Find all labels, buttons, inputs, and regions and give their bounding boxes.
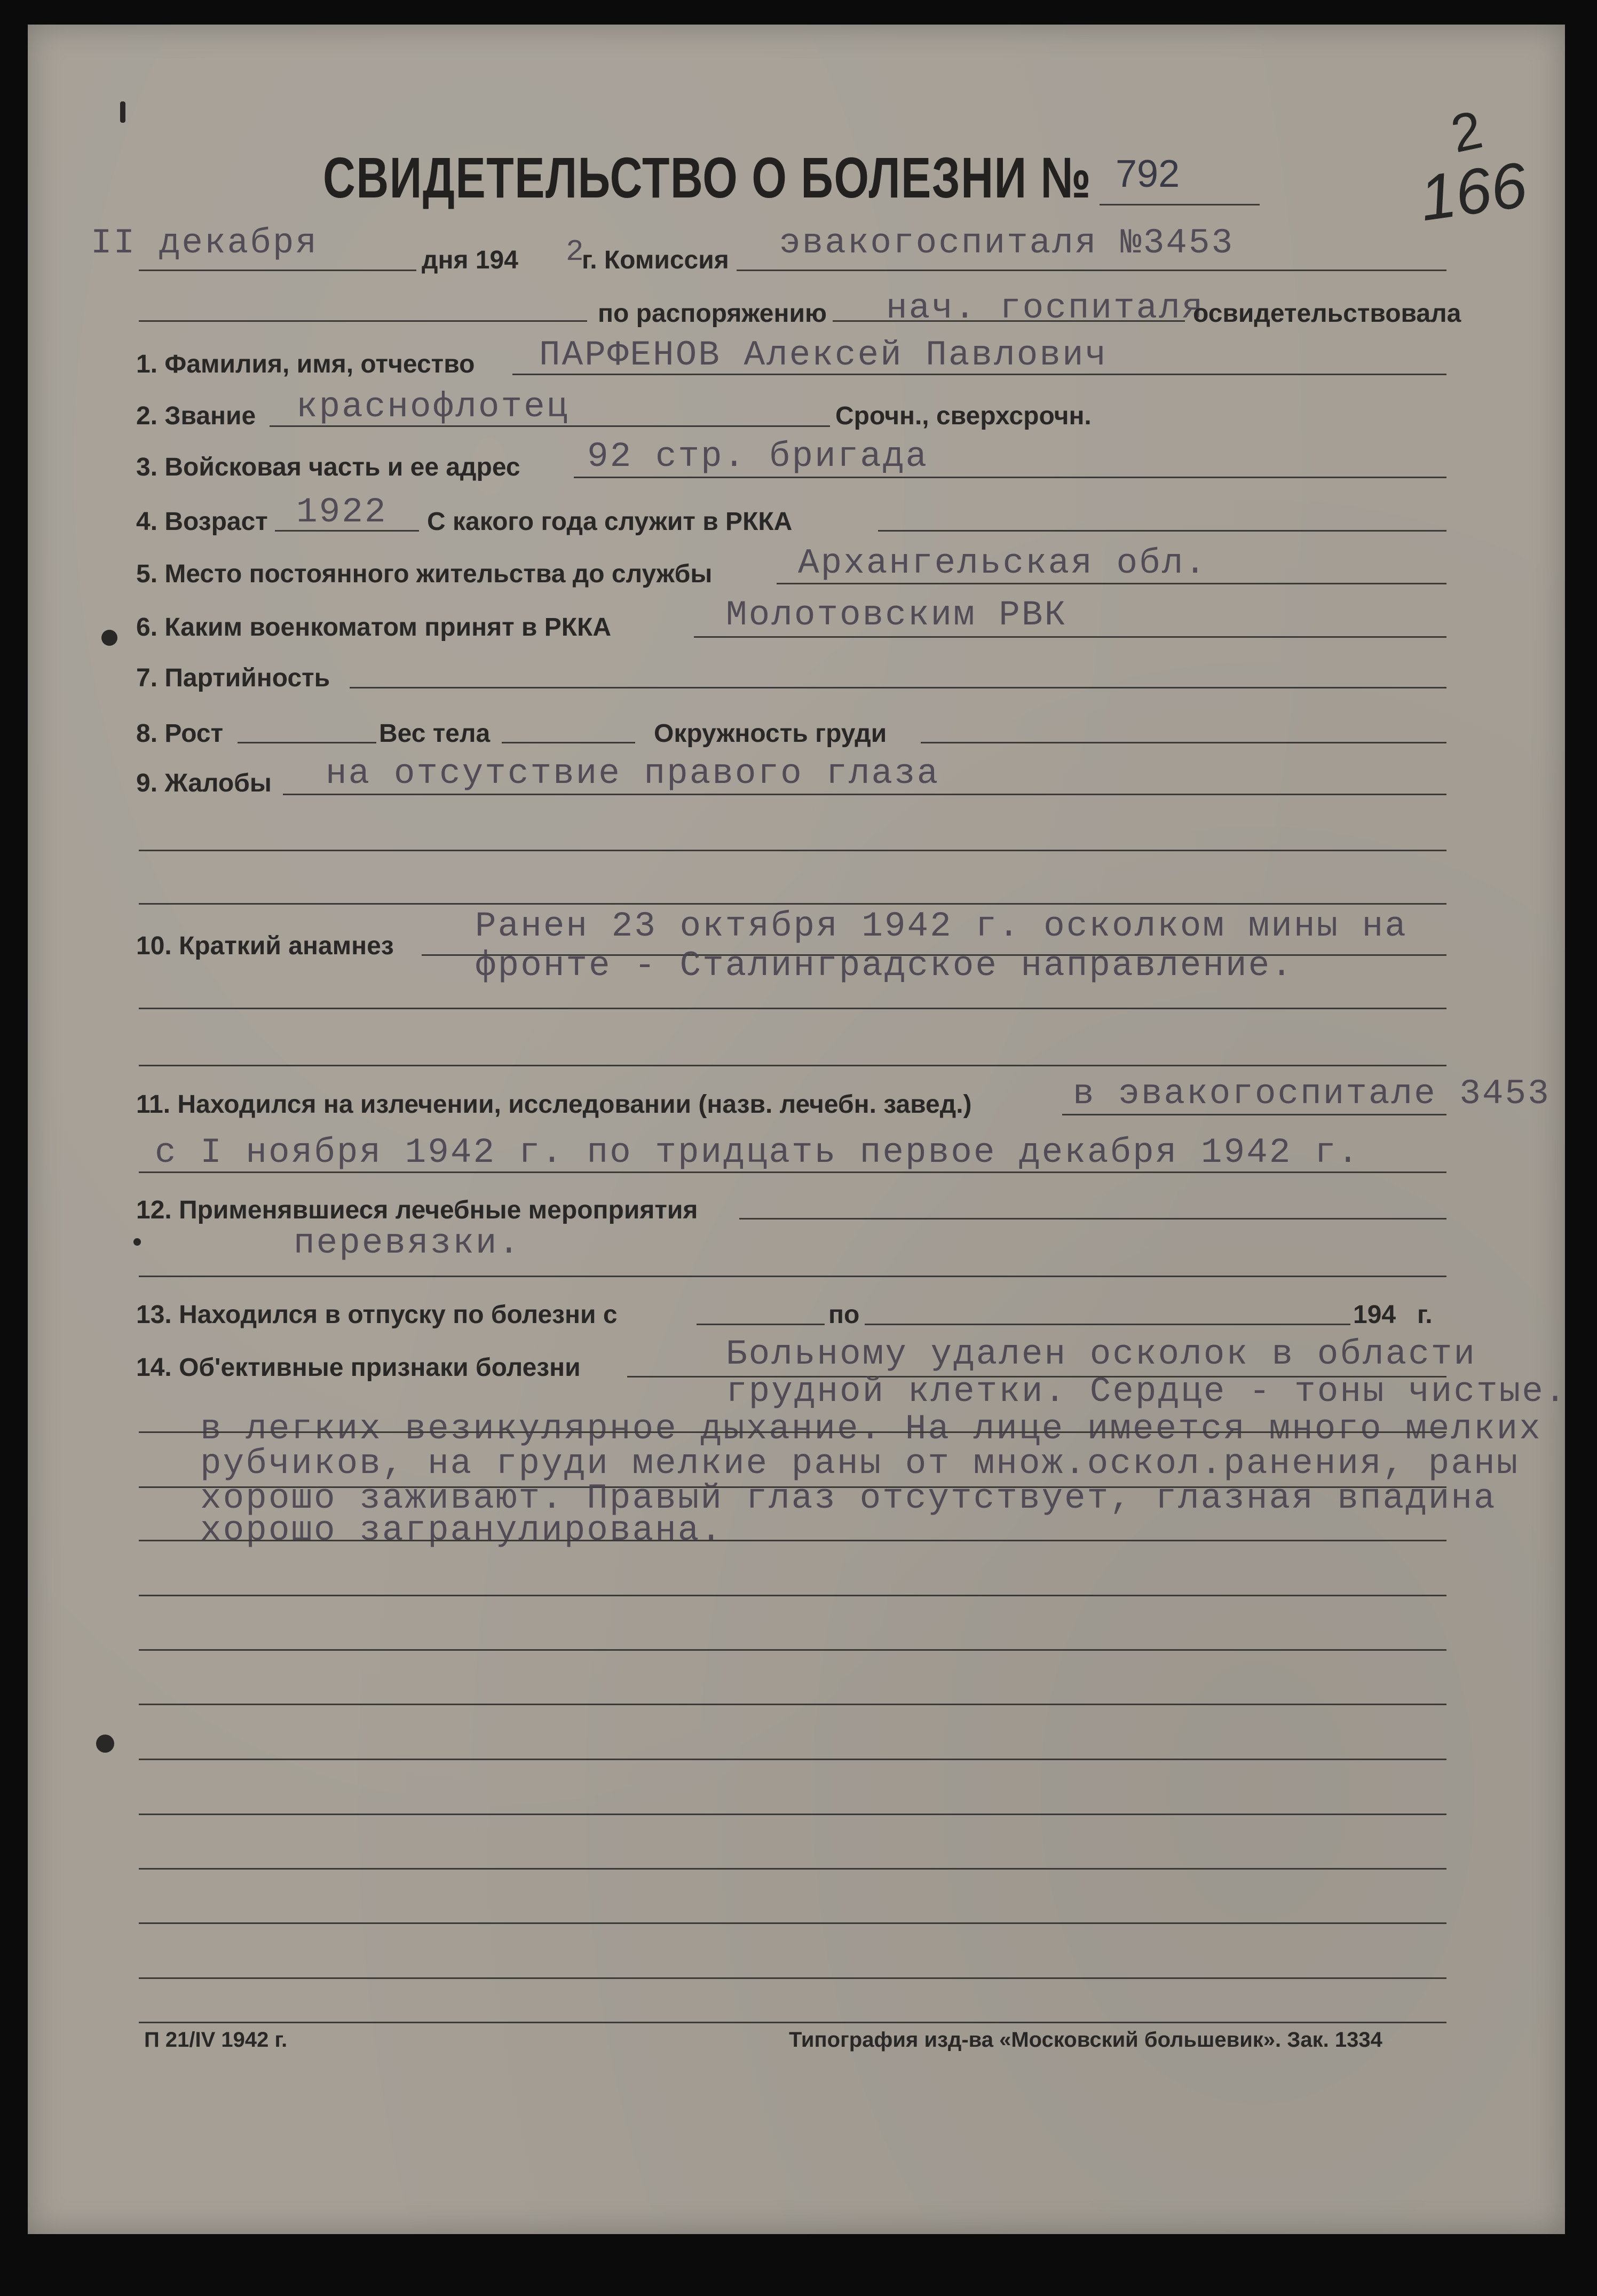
field-13-from-line	[697, 1324, 825, 1325]
field-1-line	[512, 374, 1446, 375]
field-13-label: 13. Находился в отпуску по болезни с	[136, 1301, 618, 1329]
field-9-label: 9. Жалобы	[136, 769, 272, 797]
field-12-label: 12. Применявшиеся лечебные мероприятия	[136, 1196, 698, 1224]
field-13-po: по	[828, 1301, 860, 1329]
field-2-label: 2. Звание	[136, 402, 256, 430]
order-line	[833, 320, 1185, 322]
corner-scribble: 2	[1445, 99, 1488, 164]
field-11-value: в эвакогоспитале 3453	[1073, 1074, 1551, 1114]
field-8-chest: Окружность груди	[654, 719, 887, 748]
field-9-value: на отсутствие правого глаза	[326, 754, 940, 794]
field-12-line2	[139, 1276, 1446, 1277]
field-14-line4: рубчиков, на груди мелкие раны от множ.оскол.ранения, раны	[200, 1444, 1520, 1484]
field-4-line	[275, 530, 419, 532]
date-day-value: II декабря	[91, 223, 319, 263]
field-2-value: краснофлотец	[296, 387, 570, 427]
date-day-line	[139, 270, 416, 271]
blank-line-6	[139, 1868, 1446, 1870]
field-8-weight-line	[502, 742, 635, 743]
commission-line	[737, 270, 1446, 271]
field-13-to-line	[865, 1324, 1350, 1325]
field-11-line2: с I ноября 1942 г. по тридцать первое декабря 1942 г.	[155, 1133, 1361, 1173]
blank-line-5	[139, 1814, 1446, 1815]
date-year-digit: 2	[566, 235, 586, 269]
field-8-label: 8. Рост	[136, 719, 224, 748]
field-6-label: 6. Каким военкоматом принят в РККА	[136, 613, 612, 642]
punch-mark	[101, 630, 117, 646]
order-label: по распоряжению	[598, 299, 827, 328]
field-3-value: 92 стр. бригада	[587, 437, 929, 477]
field-8-weight: Вес тела	[379, 719, 491, 748]
field-11-line	[1062, 1114, 1446, 1115]
field-1-value: ПАРФЕНОВ Алексей Павлович	[539, 335, 1108, 375]
field-5-label: 5. Место постоянного жительства до службы	[136, 560, 713, 588]
field-14-rule2	[139, 1431, 1446, 1433]
field-13-year: 194	[1353, 1301, 1396, 1329]
field-2-line	[270, 425, 830, 427]
title-number-underline	[1100, 204, 1260, 205]
field-3-label: 3. Войсковая часть и ее адрес	[136, 453, 520, 481]
field-14-line1: Больному удален осколок в области	[726, 1334, 1477, 1374]
certified-label: освидетельствовала	[1193, 299, 1461, 328]
field-8-chest-line	[921, 742, 1446, 743]
commission-value: эвакогоспиталя №3453	[779, 223, 1235, 263]
blank-line-9	[139, 2022, 1446, 2023]
field-11-line2-rule	[139, 1171, 1446, 1173]
field-14-line2: грудной клетки. Сердце - тоны чистые.	[726, 1372, 1568, 1412]
field-3-line	[574, 477, 1446, 478]
field-4-suffix: С какого года служит в РККА	[427, 508, 793, 536]
field-11-label: 11. Находился на излечении, исследовании (назв. лечебн. завед.)	[136, 1090, 972, 1119]
field-9-line	[283, 794, 1446, 795]
ink-mark	[120, 101, 125, 123]
commission-label: г. Комиссия	[582, 246, 729, 274]
corner-note: 166	[1415, 148, 1531, 235]
field-10-line2: фронте - Сталинградское направление.	[475, 946, 1294, 986]
field-2-suffix: Срочн., сверхсрочн.	[835, 402, 1092, 430]
blank-line-7	[139, 1922, 1446, 1924]
blank-line-4	[139, 1759, 1446, 1760]
field-10-line3-rule	[139, 1065, 1446, 1066]
field-12-value: перевязки.	[294, 1223, 521, 1263]
field-1-label: 1. Фамилия, имя, отчество	[136, 350, 475, 378]
footer-right: Типография изд-ва «Московский большевик». Зак. 1334	[789, 2028, 1382, 2052]
field-5-value: Архангельская обл.	[798, 543, 1207, 583]
field-10-label: 10. Краткий анамнез	[136, 932, 394, 960]
footer-left: П 21/IV 1942 г.	[144, 2028, 288, 2052]
field-7-line	[350, 687, 1446, 688]
ink-mark	[133, 1238, 141, 1246]
field-8-height-line	[238, 742, 376, 743]
field-4-value: 1922	[296, 492, 388, 532]
field-10-line2-rule	[139, 1008, 1446, 1009]
field-9-line2	[139, 850, 1446, 851]
field-12-line	[739, 1218, 1446, 1220]
blank-line-8	[139, 1977, 1446, 1979]
field-14-line6: хорошо загранулирована.	[200, 1510, 723, 1550]
field-6-line	[694, 636, 1446, 638]
field-13-g: г.	[1417, 1301, 1433, 1329]
order-value: нач. госпиталя	[886, 288, 1205, 328]
form-title: СВИДЕТЕЛЬСТВО О БОЛЕЗНИ №	[323, 145, 1092, 210]
field-14-label: 14. Об'ективные признаки болезни	[136, 1353, 581, 1382]
field-14-line3: в легких везикулярное дыхание. На лице имеется много мелких	[200, 1409, 1542, 1449]
punch-mark	[96, 1735, 114, 1753]
certificate-number: 792	[1116, 153, 1180, 195]
field-5-line	[777, 583, 1446, 584]
date-year-label: дня 194	[422, 246, 518, 274]
field-14-line5: хорошо заживают. Правый глаз отсутствует, глазная впадина	[200, 1478, 1497, 1518]
field-10-line1: Ранен 23 октября 1942 г. осколком мины на	[475, 906, 1408, 946]
order-line-left	[139, 320, 587, 322]
field-4-line2	[878, 530, 1446, 532]
field-14-rule4	[139, 1540, 1446, 1541]
field-9-line3	[139, 903, 1446, 905]
blank-line-3	[139, 1704, 1446, 1705]
field-4-label: 4. Возраст	[136, 508, 268, 536]
blank-line-2	[139, 1649, 1446, 1651]
field-6-value: Молотовским РВК	[726, 595, 1068, 635]
blank-line-1	[139, 1595, 1446, 1596]
field-7-label: 7. Партийность	[136, 664, 330, 692]
